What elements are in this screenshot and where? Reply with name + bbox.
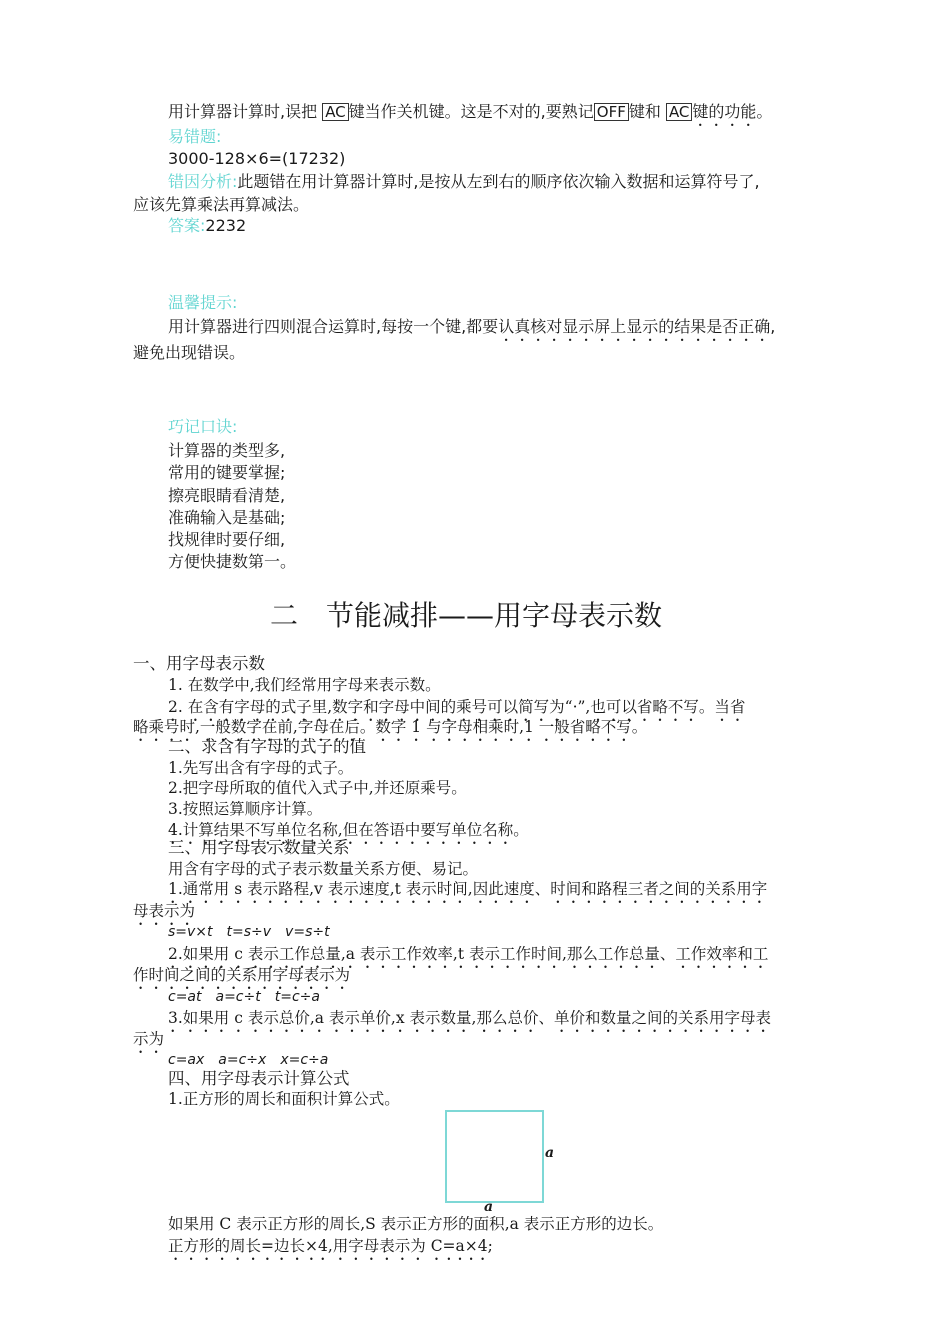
square-side-label-bottom: a	[484, 1199, 494, 1215]
ac-key-box-2: AC	[666, 103, 692, 121]
section-4-p1: 1.正方形的周长和面积计算公式。	[168, 1090, 400, 1108]
section-2-step: 3.按照运算顺序计算。	[168, 800, 323, 818]
analysis-line	[168, 171, 760, 193]
analysis-line-2: 应该先算乘法再算减法。	[133, 195, 310, 214]
section-3-r1b: 母表示为	[133, 902, 196, 920]
tip-line-2: 避免出现错误。	[133, 343, 246, 362]
section-2-heading: 二、求含有字母的式子的值	[168, 737, 366, 756]
tip-text-c: ,	[770, 317, 776, 336]
section-2-step: 4.计算结果不写单位名称,但在答语中要写单位名称。	[168, 821, 529, 839]
answer-label: 答案:	[168, 216, 206, 235]
rhyme-line: 计算器的类型多,	[168, 441, 286, 460]
analysis-label: 错因分析:	[168, 172, 238, 191]
section-1-p2b: 略乘号时,一般数字在前,字母在后。数字 1 与字母相乘时,1 一般省略不写。	[133, 718, 648, 736]
rhyme-line: 常用的键要掌握;	[168, 463, 286, 482]
section-1-p1: 1. 在数学中,我们经常用字母来表示数。	[168, 676, 441, 694]
mistake-text-a: 用计算器计算时,误把	[168, 102, 318, 121]
section-1-heading: 一、用字母表示数	[133, 654, 265, 673]
section-4-p3: 正方形的周长=边长×4,用字母表示为 C=a×4;	[168, 1237, 493, 1255]
error-label: 易错题:	[168, 127, 222, 146]
analysis-text: 此题错在用计算器计算时,是按从左到右的顺序依次输入数据和运算符号了,	[237, 172, 760, 191]
section-3-heading: 三、用字母表示数量关系	[168, 838, 350, 857]
section-2-step: 1.先写出含有字母的式子。	[168, 759, 354, 777]
formula-price: c=ax a=c÷x x=c÷a	[168, 1052, 329, 1068]
rhyme-line: 擦亮眼睛看清楚,	[168, 486, 286, 505]
tip-label: 温馨提示:	[168, 293, 238, 312]
section-4-p2: 如果用 C 表示正方形的周长,S 表示正方形的面积,a 表示正方形的边长。	[168, 1215, 664, 1233]
formula-work: c=at a=c÷t t=c÷a	[168, 989, 320, 1005]
mistake-line	[168, 101, 772, 130]
section-3-r1a: 1.通常用 s 表示路程,v 表示速度,t 表示时间,因此速度、时间和路程三者之间的关系用字	[168, 880, 768, 898]
section-1-p2a: 2. 在含有字母的式子里,数字和字母中间的乘号可以简写为“·”,也可以省略不写。当省	[168, 698, 746, 716]
rhyme-line: 准确输入是基础;	[168, 508, 286, 527]
rhyme-line: 找规律时要仔细,	[168, 530, 286, 549]
answer-line	[168, 215, 246, 237]
tip-text-a: 用计算器进行四则混合运算时,每按一个键,都要	[168, 317, 499, 336]
rhyme-line: 方便快捷数第一。	[168, 552, 297, 571]
answer-value: 2232	[205, 216, 247, 235]
rhyme-label: 巧记口诀:	[168, 417, 238, 436]
section-3-intro: 用含有字母的式子表示数量关系方便、易记。	[168, 860, 479, 878]
tip-text-emphasis: 认真核对显示屏上显示的结果是否正确	[498, 317, 771, 336]
section-4-heading: 四、用字母表示计算公式	[168, 1069, 350, 1088]
error-problem: 3000-128×6=(17232)	[168, 149, 346, 168]
square-diagram	[445, 1110, 544, 1203]
ac-key-box: AC	[322, 103, 348, 121]
mistake-text-b: 键当作关机键。这是不对的,要熟记	[348, 102, 594, 121]
square-side-label-right: a	[545, 1145, 555, 1161]
section-3-r3b: 示为	[133, 1030, 165, 1048]
mistake-text-d: 键的功能。	[692, 102, 773, 121]
tip-line-1	[168, 316, 775, 345]
section-3-r2a: 2.如果用 c 表示工作总量,a 表示工作效率,t 表示工作时间,那么工作总量、工作效率和工	[168, 945, 769, 963]
chapter-title: 二 节能减排——用字母表示数	[270, 599, 663, 632]
section-3-r3a: 3.如果用 c 表示总价,a 表示单价,x 表示数量,那么总价、单价和数量之间的关系用字母表	[168, 1009, 771, 1027]
off-key-box: OFF	[594, 103, 629, 121]
formula-speed: s=v×t t=s÷v v=s÷t	[168, 924, 330, 940]
mistake-text-c: 键和	[628, 102, 661, 121]
section-2-step: 2.把字母所取的值代入式子中,并还原乘号。	[168, 779, 467, 797]
section-3-r2b: 作时间之间的关系用字母表示为	[133, 966, 351, 984]
